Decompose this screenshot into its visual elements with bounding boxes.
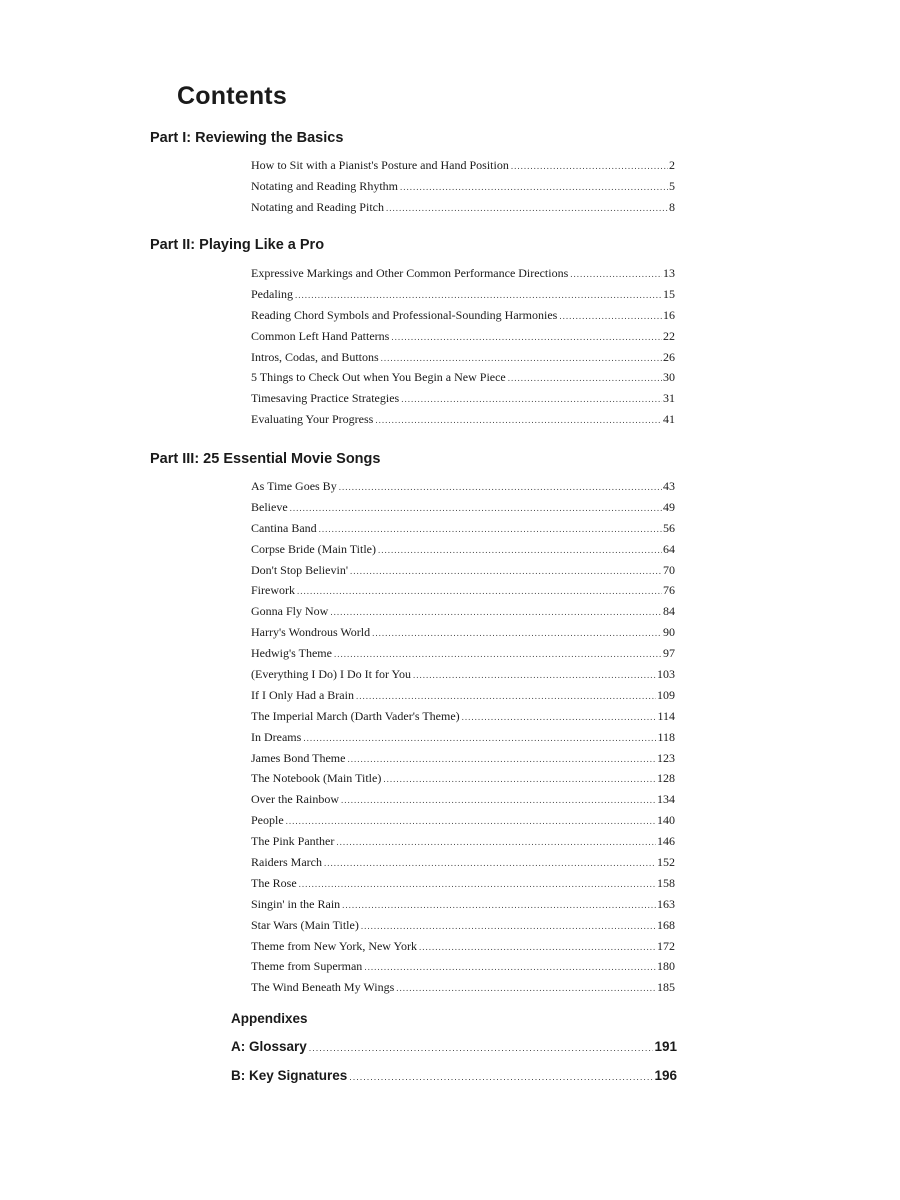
toc-entry-title: Singin' in the Rain (251, 896, 341, 911)
toc-list-part-1 (251, 158, 675, 221)
toc-entry[interactable] (251, 959, 675, 980)
appendix-entry[interactable] (231, 1068, 677, 1097)
toc-entry-page: 128 (657, 771, 675, 786)
toc-entry-title: The Rose (251, 875, 297, 890)
toc-entry[interactable] (251, 479, 675, 500)
toc-entry[interactable] (251, 709, 675, 730)
toc-entry-page: 109 (657, 687, 675, 702)
appendix-entry-page: 191 (654, 1039, 677, 1054)
leader-dots (350, 566, 662, 576)
toc-entry-title: Raiders March (251, 855, 322, 870)
toc-entry[interactable] (251, 751, 675, 772)
toc-entry[interactable] (251, 813, 675, 834)
toc-entry-page: 31 (663, 391, 675, 406)
toc-entry-page: 70 (663, 562, 675, 577)
leader-dots (303, 733, 656, 743)
toc-entry-page: 43 (663, 479, 675, 493)
leader-dots (381, 353, 662, 363)
toc-entry[interactable] (251, 897, 675, 918)
toc-entry[interactable] (251, 350, 675, 371)
toc-entry-page: 5 (669, 178, 675, 193)
toc-entry-title: How to Sit with a Pianist's Posture and Hand Position (251, 158, 509, 172)
page-title: Contents (177, 82, 287, 110)
toc-entry-title: Gonna Fly Now (251, 604, 329, 619)
toc-entry-title: Reading Chord Symbols and Professional-Sounding Harmonies (251, 307, 558, 322)
toc-entry-page: 134 (657, 792, 675, 807)
toc-entry[interactable] (251, 646, 675, 667)
toc-entry-title: Notating and Reading Pitch (251, 199, 384, 214)
toc-entry-page: 49 (663, 499, 675, 514)
toc-entry[interactable] (251, 855, 675, 876)
leader-dots (339, 482, 662, 492)
toc-entry[interactable] (251, 792, 675, 813)
leader-dots (349, 1072, 653, 1082)
leader-dots (419, 942, 656, 952)
toc-entry[interactable] (251, 563, 675, 584)
toc-entry-title: Common Left Hand Patterns (251, 328, 390, 343)
toc-entry[interactable] (251, 834, 675, 855)
toc-entry-title: Intros, Codas, and Buttons (251, 349, 379, 364)
toc-entry-page: 15 (663, 286, 675, 301)
appendix-entry[interactable] (231, 1039, 677, 1068)
toc-entry-title: Theme from Superman (251, 959, 363, 974)
toc-entry-page: 84 (663, 604, 675, 619)
toc-entry-page: 2 (669, 158, 675, 172)
toc-entry[interactable] (251, 329, 675, 350)
toc-entry-page: 41 (663, 412, 675, 427)
toc-entry[interactable] (251, 876, 675, 897)
appendixes-heading: Appendixes (231, 1011, 308, 1026)
leader-dots (347, 754, 656, 764)
toc-entry-page: 76 (663, 583, 675, 598)
leader-dots (336, 837, 656, 847)
part-heading: Part II: Playing Like a Pro (150, 237, 325, 253)
appendix-entry-title: B: Key Signatures (231, 1068, 348, 1083)
toc-entry-page: 140 (657, 813, 675, 828)
toc-entry[interactable] (251, 287, 675, 308)
toc-entry-title: Notating and Reading Rhythm (251, 178, 398, 193)
toc-entry-title: Theme from New York, New York (251, 938, 417, 953)
toc-entry-page: 26 (663, 349, 675, 364)
toc-entry[interactable] (251, 771, 675, 792)
toc-entry-page: 103 (657, 667, 675, 682)
leader-dots (375, 415, 662, 425)
leader-dots (324, 858, 656, 868)
toc-entry-page: 30 (663, 370, 675, 385)
toc-entry[interactable] (251, 542, 675, 563)
leader-dots (290, 503, 662, 513)
toc-entry-title: Pedaling (251, 286, 293, 301)
leader-dots (413, 670, 656, 680)
toc-entry-title: Cantina Band (251, 520, 317, 535)
toc-entry-title: Star Wars (Main Title) (251, 917, 359, 932)
toc-entry-page: 168 (657, 917, 675, 932)
toc-entry-title: The Imperial March (Darth Vader's Theme) (251, 708, 460, 723)
leader-dots (511, 161, 668, 171)
toc-entry[interactable] (251, 604, 675, 625)
toc-entry-page: 56 (663, 520, 675, 535)
leader-dots (386, 203, 668, 213)
toc-entry[interactable] (251, 179, 675, 200)
toc-entry[interactable] (251, 939, 675, 960)
toc-entry-page: 123 (657, 750, 675, 765)
toc-entry[interactable] (251, 918, 675, 939)
toc-entry-page: 13 (663, 266, 675, 280)
toc-entry-title: (Everything I Do) I Do It for You (251, 667, 411, 682)
part-heading: Part III: 25 Essential Movie Songs (150, 451, 381, 467)
leader-dots (341, 795, 656, 805)
leader-dots (559, 311, 662, 321)
leader-dots (309, 1043, 654, 1053)
toc-entry-title: Evaluating Your Progress (251, 412, 374, 427)
leader-dots (570, 269, 662, 279)
toc-entry-title: Don't Stop Believin' (251, 562, 348, 577)
toc-entry-page: 180 (657, 959, 675, 974)
toc-entry-title: The Pink Panther (251, 834, 335, 849)
toc-list-part-3 (251, 479, 675, 1001)
toc-entry-title: Hedwig's Theme (251, 646, 332, 661)
toc-entry-page: 90 (663, 625, 675, 640)
toc-entry-title: Believe (251, 499, 288, 514)
toc-entry[interactable] (251, 308, 675, 329)
toc-entry[interactable] (251, 980, 675, 1001)
part-heading: Part I: Reviewing the Basics (150, 130, 344, 146)
leader-dots (330, 607, 662, 617)
toc-entry-page: 118 (657, 729, 675, 744)
leader-dots (297, 586, 662, 596)
toc-entry-title: The Wind Beneath My Wings (251, 980, 395, 995)
leader-dots (396, 983, 656, 993)
leader-dots (361, 921, 656, 931)
toc-entry-title: If I Only Had a Brain (251, 687, 354, 702)
appendix-list (231, 1039, 677, 1097)
leader-dots (319, 524, 662, 534)
toc-entry-page: 146 (657, 834, 675, 849)
leader-dots (391, 332, 662, 342)
leader-dots (286, 816, 656, 826)
leader-dots (372, 628, 662, 638)
toc-entry-page: 158 (657, 875, 675, 890)
toc-entry[interactable] (251, 158, 675, 179)
leader-dots (356, 691, 656, 701)
toc-entry[interactable] (251, 521, 675, 542)
toc-entry-page: 97 (663, 646, 675, 661)
toc-entry-title: Timesaving Practice Strategies (251, 391, 400, 406)
toc-entry-title: Firework (251, 583, 295, 598)
leader-dots (299, 879, 656, 889)
leader-dots (364, 962, 656, 972)
appendix-entry-page: 196 (654, 1068, 677, 1083)
toc-entry[interactable] (251, 412, 675, 433)
toc-entry-page: 114 (657, 708, 675, 723)
toc-entry[interactable] (251, 667, 675, 688)
toc-entry-title: As Time Goes By (251, 479, 337, 493)
toc-entry-title: Harry's Wondrous World (251, 625, 371, 640)
toc-entry-page: 64 (663, 541, 675, 556)
leader-dots (334, 649, 662, 659)
toc-entry[interactable] (251, 625, 675, 646)
toc-entry[interactable] (251, 370, 675, 391)
toc-entry[interactable] (251, 688, 675, 709)
toc-entry-title: 5 Things to Check Out when You Begin a New Piece (251, 370, 506, 385)
toc-entry-title: Expressive Markings and Other Common Performance Directions (251, 266, 569, 280)
toc-entry-page: 185 (657, 980, 675, 995)
leader-dots (295, 290, 662, 300)
toc-entry-page: 172 (657, 938, 675, 953)
toc-entry-page: 22 (663, 328, 675, 343)
toc-entry-title: In Dreams (251, 729, 302, 744)
toc-entry-title: People (251, 813, 284, 828)
toc-entry[interactable] (251, 583, 675, 604)
leader-dots (401, 394, 662, 404)
toc-entry-title: Over the Rainbow (251, 792, 339, 807)
toc-list-part-2 (251, 266, 675, 433)
appendix-entry-title: A: Glossary (231, 1039, 307, 1054)
leader-dots (400, 182, 668, 192)
toc-entry[interactable] (251, 200, 675, 221)
toc-entry-title: James Bond Theme (251, 750, 346, 765)
leader-dots (383, 774, 656, 784)
toc-entry-page: 152 (657, 855, 675, 870)
leader-dots (342, 900, 656, 910)
toc-entry[interactable] (251, 391, 675, 412)
leader-dots (508, 373, 662, 383)
toc-entry[interactable] (251, 730, 675, 751)
leader-dots (378, 545, 662, 555)
toc-entry[interactable] (251, 500, 675, 521)
leader-dots (462, 712, 657, 722)
toc-entry-title: The Notebook (Main Title) (251, 771, 382, 786)
toc-entry-title: Corpse Bride (Main Title) (251, 541, 376, 556)
toc-entry[interactable] (251, 266, 675, 287)
toc-entry-page: 8 (669, 199, 675, 214)
toc-entry-page: 16 (663, 307, 675, 322)
toc-entry-page: 163 (657, 896, 675, 911)
